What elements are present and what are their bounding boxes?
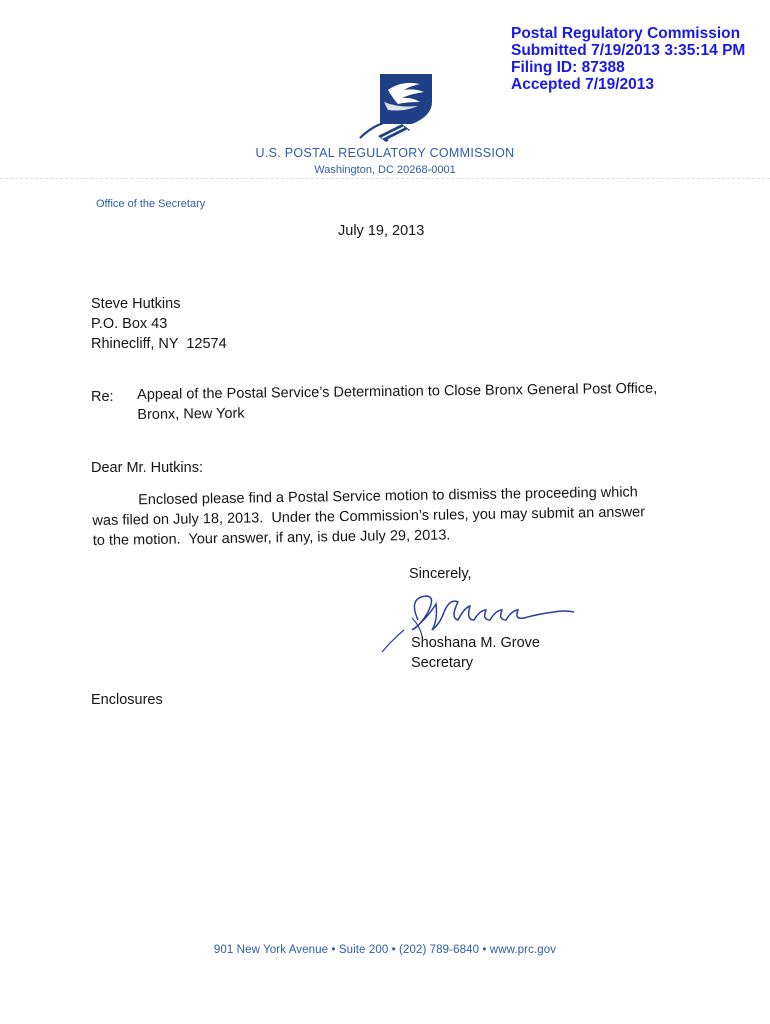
stamp-accepted: Accepted 7/19/2013 xyxy=(511,76,655,93)
recipient-address xyxy=(91,294,227,354)
salutation: Dear Mr. Hutkins: xyxy=(91,460,203,476)
recipient-address-line1: P.O. Box 43 xyxy=(91,316,168,332)
letterhead-divider xyxy=(0,178,770,179)
eagle-seal-icon xyxy=(358,72,434,144)
recipient-address-line2: Rhinecliff, NY 12574 xyxy=(91,336,227,352)
closing: Sincerely, xyxy=(409,566,472,582)
body-line-1: Enclosed please find a Postal Service motion to dismiss the proceeding which xyxy=(138,484,638,509)
re-subject-line2: Bronx, New York xyxy=(137,405,245,423)
body-line-3: to the motion. Your answer, if any, is due July 29, 2013. xyxy=(92,527,451,549)
letter-date: July 19, 2013 xyxy=(338,223,425,239)
re-subject-line1: Appeal of the Postal Service’s Determination to Close Bronx General Post Office, xyxy=(137,380,658,403)
body-line-2: was filed on July 18, 2013. Under the Commission’s rules, you may submit an answer xyxy=(92,504,646,529)
agency-name: U.S. POSTAL REGULATORY COMMISSION xyxy=(255,146,515,160)
enclosures-note: Enclosures xyxy=(91,692,163,708)
stamp-commission: Postal Regulatory Commission xyxy=(511,25,741,42)
agency-address: Washington, DC 20268-0001 xyxy=(314,164,456,176)
re-subject xyxy=(137,378,697,425)
filing-stamp xyxy=(511,25,745,93)
office-of-secretary: Office of the Secretary xyxy=(96,198,206,210)
re-label: Re: xyxy=(91,389,114,405)
recipient-name: Steve Hutkins xyxy=(91,296,181,312)
letterhead-footer: 901 New York Avenue • Suite 200 • (202) 789-6840 • www.prc.gov xyxy=(213,944,557,956)
body-paragraph xyxy=(92,482,683,551)
stamp-filing-id: Filing ID: 87388 xyxy=(511,59,625,76)
signer-block xyxy=(411,633,540,673)
signer-title: Secretary xyxy=(411,655,474,671)
signer-name: Shoshana M. Grove xyxy=(411,635,540,651)
stamp-submitted: Submitted 7/19/2013 3:35:14 PM xyxy=(511,42,746,59)
